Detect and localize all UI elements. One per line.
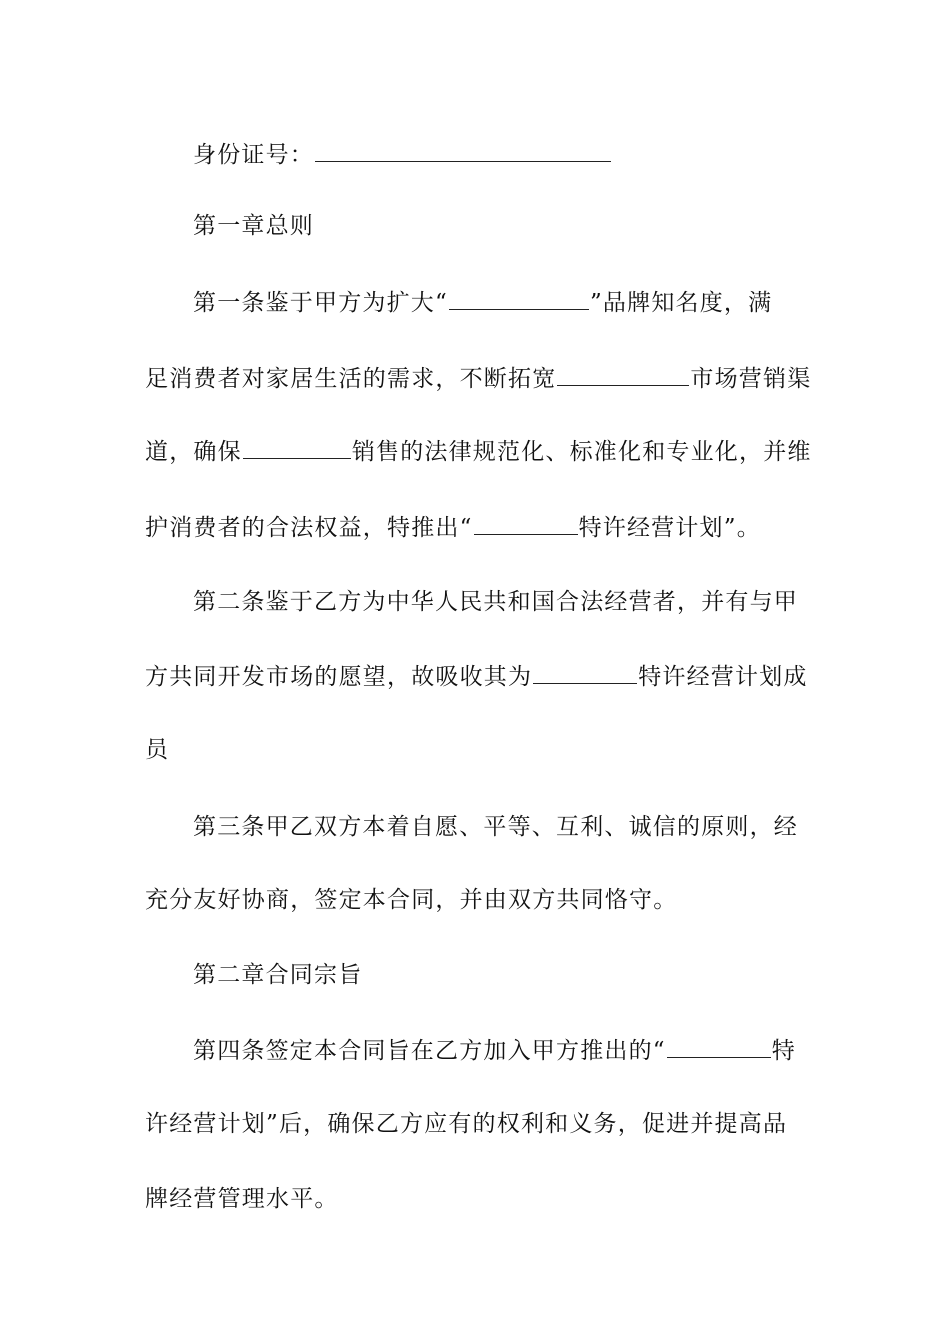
chapter-2-title: 第二章合同宗旨 [193, 962, 363, 988]
plan-name-blank[interactable] [474, 512, 578, 535]
article-1-line-1 [193, 287, 893, 318]
article-1-text: 足消费者对家居生活的需求，不断拓宽 [145, 366, 557, 392]
plan-name-blank[interactable] [667, 1035, 771, 1058]
article-1-line-4 [145, 512, 845, 543]
id-number-label: 身份证号： [193, 142, 314, 168]
market-blank[interactable] [557, 363, 689, 386]
article-1-line-3 [145, 436, 845, 467]
id-number-blank[interactable] [315, 139, 611, 162]
article-2-text: 特许经营计划成 [638, 664, 808, 690]
article-1-text: 市场营销渠 [690, 366, 812, 392]
article-4-line-1 [193, 1035, 893, 1066]
product-blank[interactable] [243, 436, 351, 459]
article-2-text: 方共同开发市场的愿望，故吸收其为 [145, 664, 533, 690]
article-4-text: 特 [771, 1038, 796, 1064]
article-4-text: 第四条签定本合同旨在乙方加入甲方推出的“ [193, 1038, 666, 1064]
article-1-text: ”品牌知名度，满 [589, 290, 773, 316]
id-number-line [193, 139, 893, 170]
article-1-text: 销售的法律规范化、标准化和专业化，并维 [351, 439, 812, 465]
brand-name-blank[interactable] [449, 287, 589, 310]
article-4-line-2: 许经营计划”后，确保乙方应有的权利和义务，促进并提高品 [145, 1111, 788, 1137]
article-3-line-1: 第三条甲乙双方本着自愿、平等、互利、诚信的原则，经 [193, 814, 798, 840]
article-1-text: 特许经营计划”。 [578, 515, 761, 541]
article-1-line-2 [145, 363, 845, 394]
article-1-text: 护消费者的合法权益，特推出“ [145, 515, 473, 541]
article-2-line-1: 第二条鉴于乙方为中华人民共和国合法经营者，并有与甲 [193, 589, 798, 615]
article-1-text: 第一条鉴于甲方为扩大“ [193, 290, 448, 316]
article-4-line-3: 牌经营管理水平。 [145, 1186, 339, 1212]
article-1-text: 道，确保 [145, 439, 242, 465]
article-2-line-3: 员 [145, 737, 170, 763]
article-2-line-2 [145, 661, 845, 692]
plan-name-blank[interactable] [533, 661, 637, 684]
chapter-1-title: 第一章总则 [193, 213, 314, 239]
article-3-line-2: 充分友好协商，签定本合同，并由双方共同恪守。 [145, 887, 678, 913]
